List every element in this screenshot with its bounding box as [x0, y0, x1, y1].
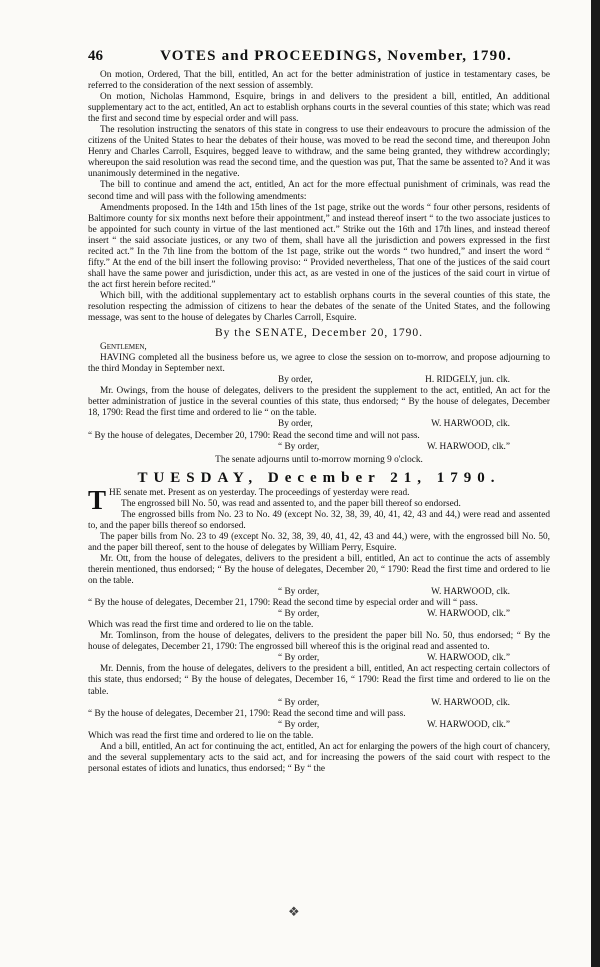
paragraph-chancery-bill: And a bill, entitled, An act for continuing the act, entitled, An act for enlarging the powers of the high court of chancery, and the several supplementary acts to the said act, and for increasing the powers of the said court with respect to the personal estates of idiots and lunatics, thus endorsed; “ By “ the [88, 741, 550, 774]
by-order-label: “ By order, [278, 609, 320, 620]
paragraph-amendments: Amendments proposed. In the 14th and 15th lines of the 1st page, strike out the words “ four other persons, residents of Baltimore county for six months next before their appointment,” and instead thereof insert “ to the two associate justices to be appointed for such county in virtue of the last mentioned act.” Strike out the 16th and 17th lines, and instead thereof insert “ the said associate justices, or any two of them, shall have all the jurisdiction and powers expressed in the first recited act.” In the 7th line from the bottom of the 1st page, strike out the words “ two hundred,” and insert the word “ fifty.” At the end of the bill insert the following proviso: “ Provided nevertheless, That one of the justices of the said court shall have the same power and jurisdiction, under this act, as are vested in one of the justices of the said court in virtue of the act first herein before recited.” [88, 202, 550, 290]
signer-name: W. HARWOOD, clk.” [426, 609, 510, 620]
page-header [88, 48, 558, 70]
signer-name: W. HARWOOD, clk.” [426, 441, 510, 452]
document-body [88, 70, 550, 775]
owings-signature-2 [88, 442, 550, 453]
page-number: 46 [88, 48, 103, 64]
paragraph-bill-50: The engrossed bill No. 50, was read and assented to, and the paper bill thereof so endorsed. [121, 498, 461, 509]
signer-name: W. HARWOOD, clk.” [426, 719, 510, 730]
dennis-closing: Which was read the first time and ordered to lie on the table. [88, 730, 314, 741]
by-order-label: “ By order, [278, 697, 320, 708]
signer-name: W. HARWOOD, clk.” [426, 653, 510, 664]
by-order-label: “ By order, [278, 587, 320, 598]
senate-met-text: HE senate met. Present as on yesterday. The proceedings of yesterday were read. [109, 487, 410, 498]
message-signature [88, 375, 550, 386]
by-order-label: “ By order, [278, 719, 320, 730]
paragraph-testamentary: On motion, Ordered, That the bill, entitled, An act for the better administration of justice in testamentary cases, be referred to the consideration of the next session of assembly. [88, 70, 550, 92]
paragraph-dennis: Mr. Dennis, from the house of delegates, delivers to the president a bill, entitled, An act respecting certain collectors of this state, thus endorsed; “ By the house of delegates, December 16, “ 1790: Read the first time and ordered to lie on the table. [88, 664, 550, 697]
signer-name: W. HARWOOD, clk. [431, 587, 510, 598]
ott-endorsement-2: “ By the house of delegates, December 21, 1790: Read the second time by especial order and will “ pass. [88, 598, 478, 609]
by-order-label: “ By order, [278, 441, 320, 452]
signer-name: W. HARWOOD, clk. [431, 419, 510, 430]
dennis-signature-1 [88, 698, 550, 709]
senate-heading: By the SENATE, December 20, 1790. [214, 327, 424, 340]
by-order-label: By order, [278, 375, 313, 386]
dennis-endorsement-2: “ By the house of delegates, December 21, 1790: Read the second time and will pass. [88, 708, 406, 719]
ornament-icon: ❖ [288, 904, 300, 919]
by-order-label: By order, [278, 419, 313, 430]
message-salutation: Gentlemen, [100, 342, 147, 353]
ott-closing: Which was read the first time and ordered to lie on the table. [88, 620, 314, 631]
dennis-signature-2 [88, 720, 550, 731]
day-heading: TUESDAY, December 21, 1790. [137, 469, 501, 486]
running-title: VOTES and PROCEEDINGS, November, 1790. [160, 48, 512, 64]
signer-name: W. HARWOOD, clk. [431, 697, 510, 708]
adjournment-line: The senate adjourns until to-morrow morning 9 o'clock. [215, 454, 423, 465]
by-order-label: “ By order, [278, 653, 320, 664]
paragraph-criminals-bill: The bill to continue and amend the act, entitled, An act for the more effectual punishment of criminals, was read the second time and will pass with the following amendments: [88, 180, 550, 202]
ott-signature-2 [88, 609, 550, 620]
paragraph-ott: Mr. Ott, from the house of delegates, delivers to the president a bill, entitled, An act to continue the acts of assembly therein mentioned, thus endorsed; “ By the house of delegates, December 20, “ 1790: Read the first time and ordered to lie on the table. [88, 553, 550, 587]
drop-cap: T [88, 484, 107, 515]
paragraph-sent-to-delegates: Which bill, with the additional supplementary act to establish orphans courts in the several counties of this state, the resolution respecting the admission of citizens to hear the debates of the senate of the United States, and the following message, was sent to the house of delegates by Charles Carroll, Esquire. [88, 290, 550, 324]
paragraph-congress-resolution: The resolution instructing the senators of this state in congress to use their endeavours to procure the admission of the citizens of the United States to hear the debates of their house, was moved to be read the second time, and thereupon John Henry and Charles Carroll, Esquires, begged leave to withdraw, and the same being granted, they withdrew accordingly; whereupon the said resolution was read the second time, and the question was put, That the same be assented to? And it was unanimously determined in the negative. [88, 125, 550, 180]
paragraph-owings: Mr. Owings, from the house of delegates, delivers to the president the supplement to the act, entitled, An act for the better administration of justice in the several counties of this state, thus endorsed; “ By the house of delegates, December 18, 1790: Read the first time and ordered to lie “ on the table. [88, 386, 550, 419]
tomlinson-signature [88, 653, 550, 664]
message-text: HAVING completed all the business before us, we agree to close the session on to-morrow, and propose adjourning to the third Monday in September next. [88, 353, 550, 375]
owings-endorsement-2: “ By the house of delegates, December 20, 1790: Read the second time and will not pass. [88, 430, 420, 441]
signer-name: H. RIDGELY, jun. clk. [425, 375, 510, 386]
paragraph-paper-bills: The paper bills from No. 23 to 49 (except No. 32, 38, 39, 40, 41, 42, 43 and 44,) were, with the engrossed bill No. 50, and the paper bill thereof, sent to the house of delegates by William Perry, Esquire. [88, 531, 550, 553]
owings-signature-1 [88, 419, 550, 430]
paragraph-engrossed-bills: The engrossed bills from No. 23 to No. 49 (except No. 32, 38, 39, 40, 41, 42, 43 and 44,) were read and assented to, and the paper bills thereof so endorsed. [88, 509, 550, 531]
ott-signature-1 [88, 587, 550, 598]
paragraph-hammond-bill: On motion, Nicholas Hammond, Esquire, brings in and delivers to the president a bill, entitled, An additional supplementary act to the act, entitled, An act to establish orphans courts in the several counties of this state; which was read the first and second time by especial order and will pass. [88, 92, 550, 125]
paragraph-tomlinson: Mr. Tomlinson, from the house of delegates, delivers to the president the paper bill No. 50, thus endorsed; “ By the house of delegates, December 21, 1790: The engrossed bill whereof this is the original read and assented to. [88, 631, 550, 653]
